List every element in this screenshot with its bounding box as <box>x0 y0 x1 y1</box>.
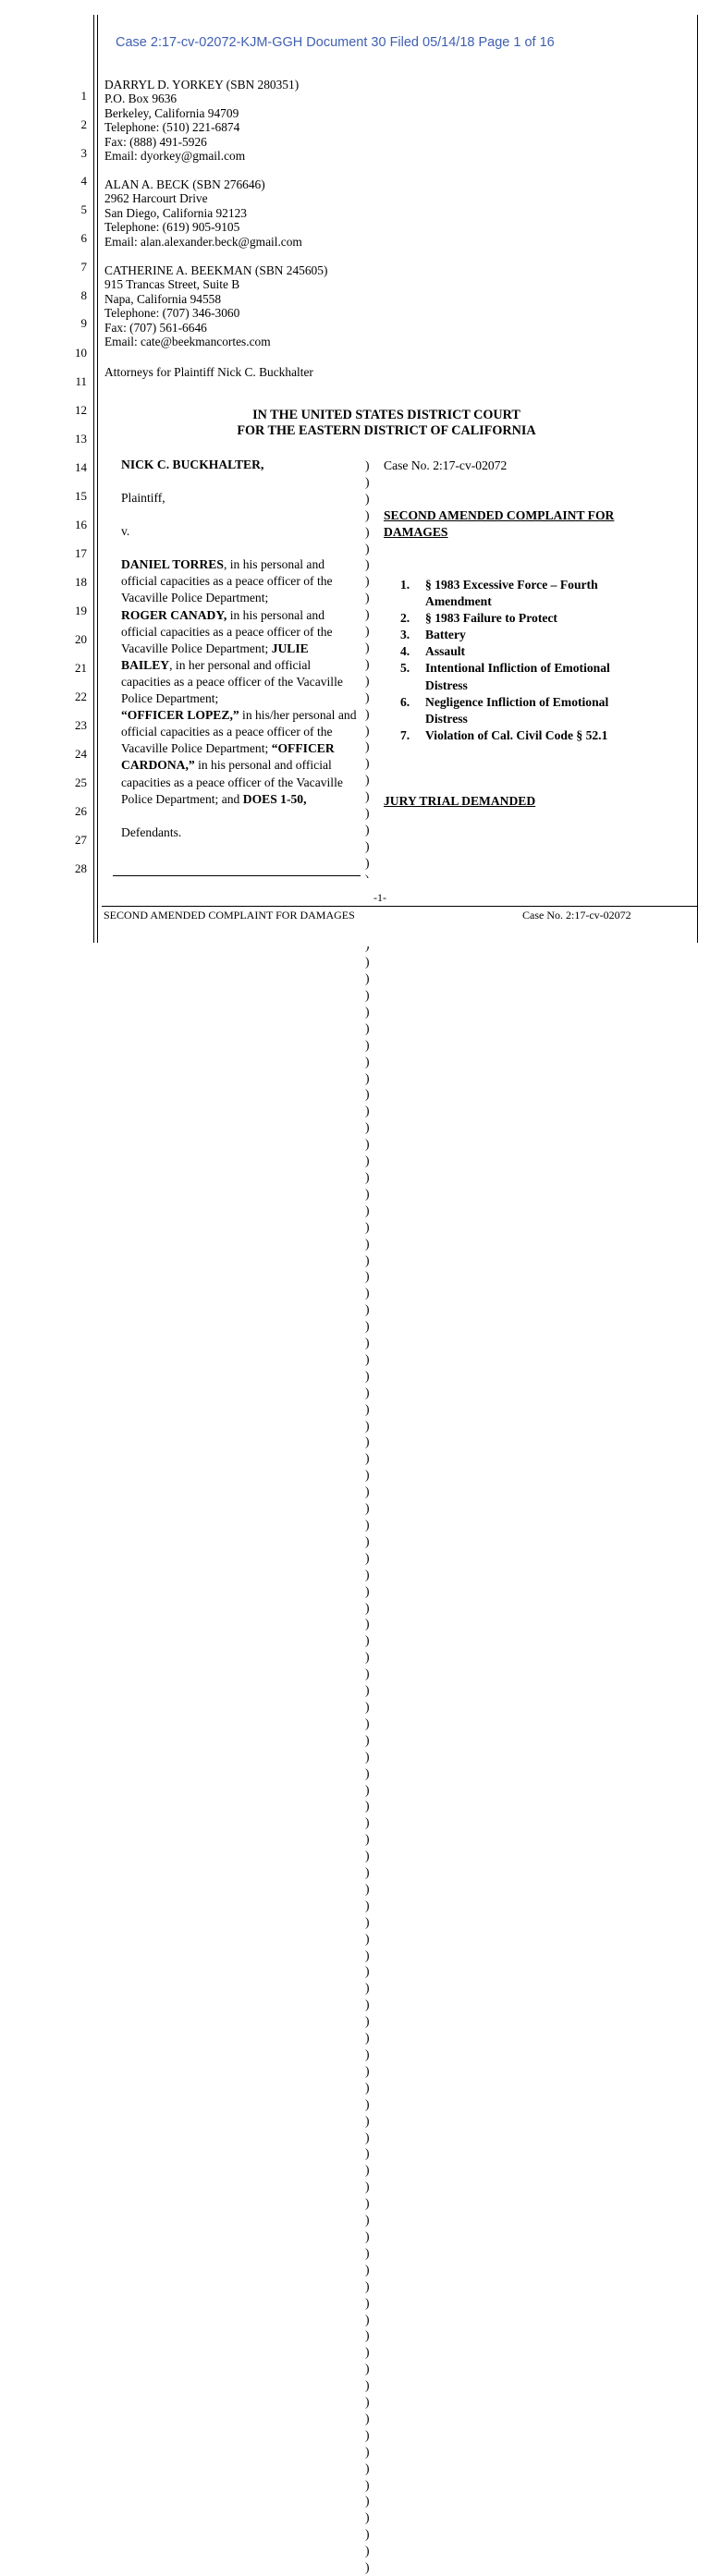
court-name <box>104 408 668 439</box>
claim-number: 3. <box>400 628 410 642</box>
claim-item <box>400 660 622 693</box>
versus: v. <box>121 524 130 539</box>
caption-paren-cover <box>361 878 388 946</box>
claims-list <box>400 577 622 744</box>
line-number: 3 <box>80 146 87 160</box>
line-number: 21 <box>75 661 87 675</box>
footer-rule <box>102 906 697 907</box>
line-number: 26 <box>75 804 87 818</box>
line-number: 11 <box>75 374 87 388</box>
claim-item <box>400 727 622 744</box>
right-margin-rule <box>697 15 698 943</box>
claim-item <box>400 694 622 727</box>
claim-number: 7. <box>400 727 410 742</box>
attorney-address: P.O. Box 9636 <box>104 92 178 106</box>
line-number: 24 <box>75 747 87 761</box>
defendant-bailey-desc: , in her personal and official capacities as a peace officer of the Vacaville Police Department; <box>121 657 343 706</box>
attorney-name: CATHERINE A. BEEKMAN (SBN 245605) <box>104 263 328 277</box>
left-margin-rule <box>93 15 94 943</box>
defendant-canady-desc: in his personal and official capacities as a peace officer of the Vacaville Police Department; <box>121 607 333 655</box>
line-number: 6 <box>80 231 87 245</box>
line-number: 27 <box>75 833 87 847</box>
attorney-block-yorkey <box>104 78 299 163</box>
line-number: 18 <box>75 575 87 589</box>
line-number: 23 <box>75 718 87 732</box>
ecf-header: Case 2:17-cv-02072-KJM-GGH Document 30 Filed 05/14/18 Page 1 of 16 <box>116 35 555 50</box>
jury-trial-demand: JURY TRIAL DEMANDED <box>384 794 536 808</box>
claim-text: Assault <box>425 644 466 659</box>
line-number: 14 <box>75 460 87 474</box>
attorney-name: DARRYL D. YORKEY (SBN 280351) <box>104 78 300 92</box>
claim-text: § 1983 Failure to Protect <box>425 611 557 626</box>
line-number: 1 <box>80 89 87 103</box>
case-number: Case No. 2:17-cv-02072 <box>384 458 508 472</box>
claim-number: 4. <box>400 644 410 659</box>
line-number: 9 <box>80 316 87 330</box>
attorney-email: Email: cate@beekmancortes.com <box>104 335 271 349</box>
claim-item <box>400 643 622 660</box>
caption-bottom-rule <box>113 875 361 876</box>
claim-item <box>400 627 622 643</box>
complaint-title-line-1: SECOND AMENDED COMPLAINT FOR <box>384 508 615 522</box>
attorney-email: Email: dyorkey@gmail.com <box>104 149 246 164</box>
attorney-name: ALAN A. BECK (SBN 276646) <box>104 177 265 191</box>
defendant-lopez-desc: in his/her personal and official capacities as a peace officer of the Vacaville Police Department; <box>121 708 357 756</box>
defendant-torres-desc: , in his personal and official capacities as a peace officer of the Vacaville Police Department; <box>121 557 333 605</box>
attorneys-for-line: Attorneys for Plaintiff Nick C. Buckhalter <box>104 365 313 379</box>
attorney-address: 2962 Harcourt Drive <box>104 191 208 206</box>
defendant-torres: DANIEL TORRES <box>121 557 224 572</box>
defendants-role: Defendants. <box>121 824 182 839</box>
defendant-bailey: JULIE BAILEY <box>121 641 309 672</box>
footer-case-number: Case No. 2:17-cv-02072 <box>522 909 631 922</box>
case-caption-parties <box>121 457 358 841</box>
attorney-city: Berkeley, California 94709 <box>104 105 239 120</box>
plaintiff-role: Plaintiff, <box>121 491 165 506</box>
line-number: 15 <box>75 489 87 503</box>
court-line-1: IN THE UNITED STATES DISTRICT COURT <box>252 408 520 422</box>
attorney-email: Email: alan.alexander.beck@gmail.com <box>104 234 302 249</box>
line-number: 17 <box>75 546 87 560</box>
left-margin-rule-inner <box>97 15 98 943</box>
attorney-fax: Fax: (707) 561-6646 <box>104 320 207 335</box>
line-number: 10 <box>75 346 87 360</box>
line-number: 19 <box>75 604 87 617</box>
attorney-telephone: Telephone: (707) 346-3060 <box>104 306 240 321</box>
complaint-title-line-2: DAMAGES <box>384 525 448 539</box>
claim-text: § 1983 Excessive Force – Fourth Amendment <box>425 578 598 609</box>
claim-text: Violation of Cal. Civil Code § 52.1 <box>425 727 608 742</box>
footer-title: SECOND AMENDED COMPLAINT FOR DAMAGES <box>104 909 355 922</box>
line-number: 12 <box>75 403 87 417</box>
line-number: 16 <box>75 518 87 531</box>
line-number: 8 <box>80 288 87 302</box>
line-number: 25 <box>75 775 87 789</box>
line-number: 7 <box>80 260 87 274</box>
complaint-title <box>384 507 614 541</box>
claim-item <box>400 577 622 610</box>
claim-text: Negligence Infliction of Emotional Distress <box>425 694 609 726</box>
attorney-telephone: Telephone: (619) 905-9105 <box>104 220 240 235</box>
claim-text: Intentional Infliction of Emotional Distress <box>425 661 610 692</box>
attorney-fax: Fax: (888) 491-5926 <box>104 134 207 149</box>
claim-number: 1. <box>400 578 410 592</box>
plaintiff-name: NICK C. BUCKHALTER, <box>121 458 264 471</box>
attorney-city: San Diego, California 92123 <box>104 205 247 220</box>
claim-text: Battery <box>425 628 466 642</box>
defendant-cardona-desc: in his personal and official capacities as a peace officer of the Vacaville Police Department; and <box>121 758 343 806</box>
claim-number: 5. <box>400 661 410 676</box>
defendant-lopez: “OFFICER LOPEZ,” <box>121 708 239 723</box>
attorney-telephone: Telephone: (510) 221-6874 <box>104 120 240 135</box>
attorney-block-beck <box>104 177 302 249</box>
line-number: 13 <box>75 432 87 446</box>
line-number: 4 <box>80 174 87 188</box>
attorney-city: Napa, California 94558 <box>104 291 222 306</box>
claim-item <box>400 610 622 627</box>
page-number: -1- <box>373 891 386 904</box>
claim-number: 6. <box>400 694 410 709</box>
line-number: 2 <box>80 117 87 131</box>
claim-number: 2. <box>400 611 410 626</box>
line-number: 28 <box>75 861 87 875</box>
court-line-2: FOR THE EASTERN DISTRICT OF CALIFORNIA <box>237 423 536 438</box>
line-number: 20 <box>75 632 87 646</box>
line-number: 22 <box>75 690 87 703</box>
attorney-address: 915 Trancas Street, Suite B <box>104 277 240 292</box>
defendant-cardona: “OFFICER CARDONA,” <box>121 741 335 773</box>
defendants-list <box>121 556 358 807</box>
defendant-does: DOES 1-50, <box>242 791 307 806</box>
defendant-canady: ROGER CANADY, <box>121 607 227 622</box>
line-number: 5 <box>80 202 87 216</box>
caption-parenthesis-column: ) ) ) ) ) ) ) ) ) ) ) ) ) ) ) ) ) ) ) ) ) ) ) ) ) ) ) ) ) ) ) ) ) ) ) ) ) ) ) ) ) ) ) ) ) ) ) ) ) ) ) ) ) ) ) ) ) ) ) ) ) ) ) ) ) ) ) ) ) ) ) ) ) ) ) ) ) ) ) ) ) ) ) ) ) ) ) ) ) ) ) ) ) ) ) ) ) ) ) ) ) ) ) ) ) ) ) ) ) ) ) ) ) ) ) ) ) ) ) ) ) ) ) <box>365 458 370 2575</box>
attorney-block-beekman <box>104 263 327 348</box>
